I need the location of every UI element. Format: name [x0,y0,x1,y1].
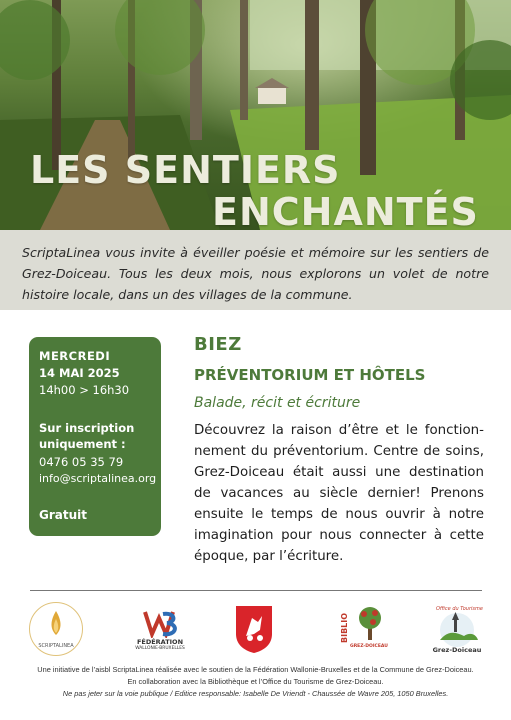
event-info-box [29,337,161,536]
inscription-label: Sur inscription uniquement : [39,421,135,451]
scriptalinea-logo [29,602,83,656]
title-line-2: ENCHANTÉS [212,190,479,230]
hero-photo [0,0,511,230]
event-kind: Balade, récit et écriture [194,395,361,411]
wb-icon [135,608,185,638]
fwb-logo-line2: WALLONIE-BRUXELLES [135,646,185,651]
tourisme-logo-arc-text: Office du Tourisme [436,606,483,612]
shield-icon [234,604,274,654]
landscape-icon [430,610,484,650]
intro-band [0,230,511,310]
event-description: Découvrez la raison d’être et le fonctionnement du préventorium. Centre de soins, Grez-Doiceau était aussi une destination de vacances au siècle dernier! Prenons ensuite le temps de nous ouvrir à notre imagination pour nous connecter à cette époque, par l’écriture. [194,423,484,564]
event-day: MERCREDI [39,349,111,363]
tourisme-logo-name: Grez-Doiceau [432,646,482,654]
divider [30,590,482,591]
price-label: Gratuit [39,508,87,522]
footer-line-1: Une initiative de l’aisbl ScriptaLinea réalisée avec le soutien de la Fédération Wallonie-Bruxelles et de la Commune de Grez-Doiceau. [37,665,474,674]
title-line-1: LES SENTIERS [30,148,341,192]
event-time: 14h00 > 16h30 [39,383,130,397]
flame-icon [30,603,82,643]
intro-text: ScriptaLinea vous invite à éveiller poésie et mémoire sur les sentiers de Grez-Doiceau. Tous les deux mois, nous explorons un volet de notre histoire locale, dans un des villages de la commune. [22,245,489,302]
grez-doiceau-coat-of-arms [234,604,274,654]
event-date: 14 MAI 2025 [39,366,120,380]
office-tourisme-logo [430,606,484,656]
contact-phone: 0476 05 35 79 [39,455,124,469]
fwb-logo [135,608,185,658]
scriptalinea-logo-text: SCRIPTALINEA [38,643,74,649]
contact-email: info@scriptalinea.org [39,472,157,485]
footer-line-2: En collaboration avec la Bibliothèque et l’Office du Tourisme de Grez-Doiceau. [127,677,384,686]
biblio-logo-subtext: GREZ-DOICEAU [350,644,388,649]
fwb-logo-line1: FÉDÉRATION [136,638,184,646]
event-subtitle: PRÉVENTORIUM ET HÔTELS [194,366,426,384]
biblio-logo [340,604,390,652]
footer-line-3: Ne pas jeter sur la voie publique / Editice responsable: Isabelle De Vriendt - Chaussée de Wavre 205, 1050 Bruxelles. [62,689,449,698]
biblio-logo-text: BIBLIO [340,612,349,644]
village-title: BIEZ [194,334,242,355]
tree-icon [340,604,390,644]
